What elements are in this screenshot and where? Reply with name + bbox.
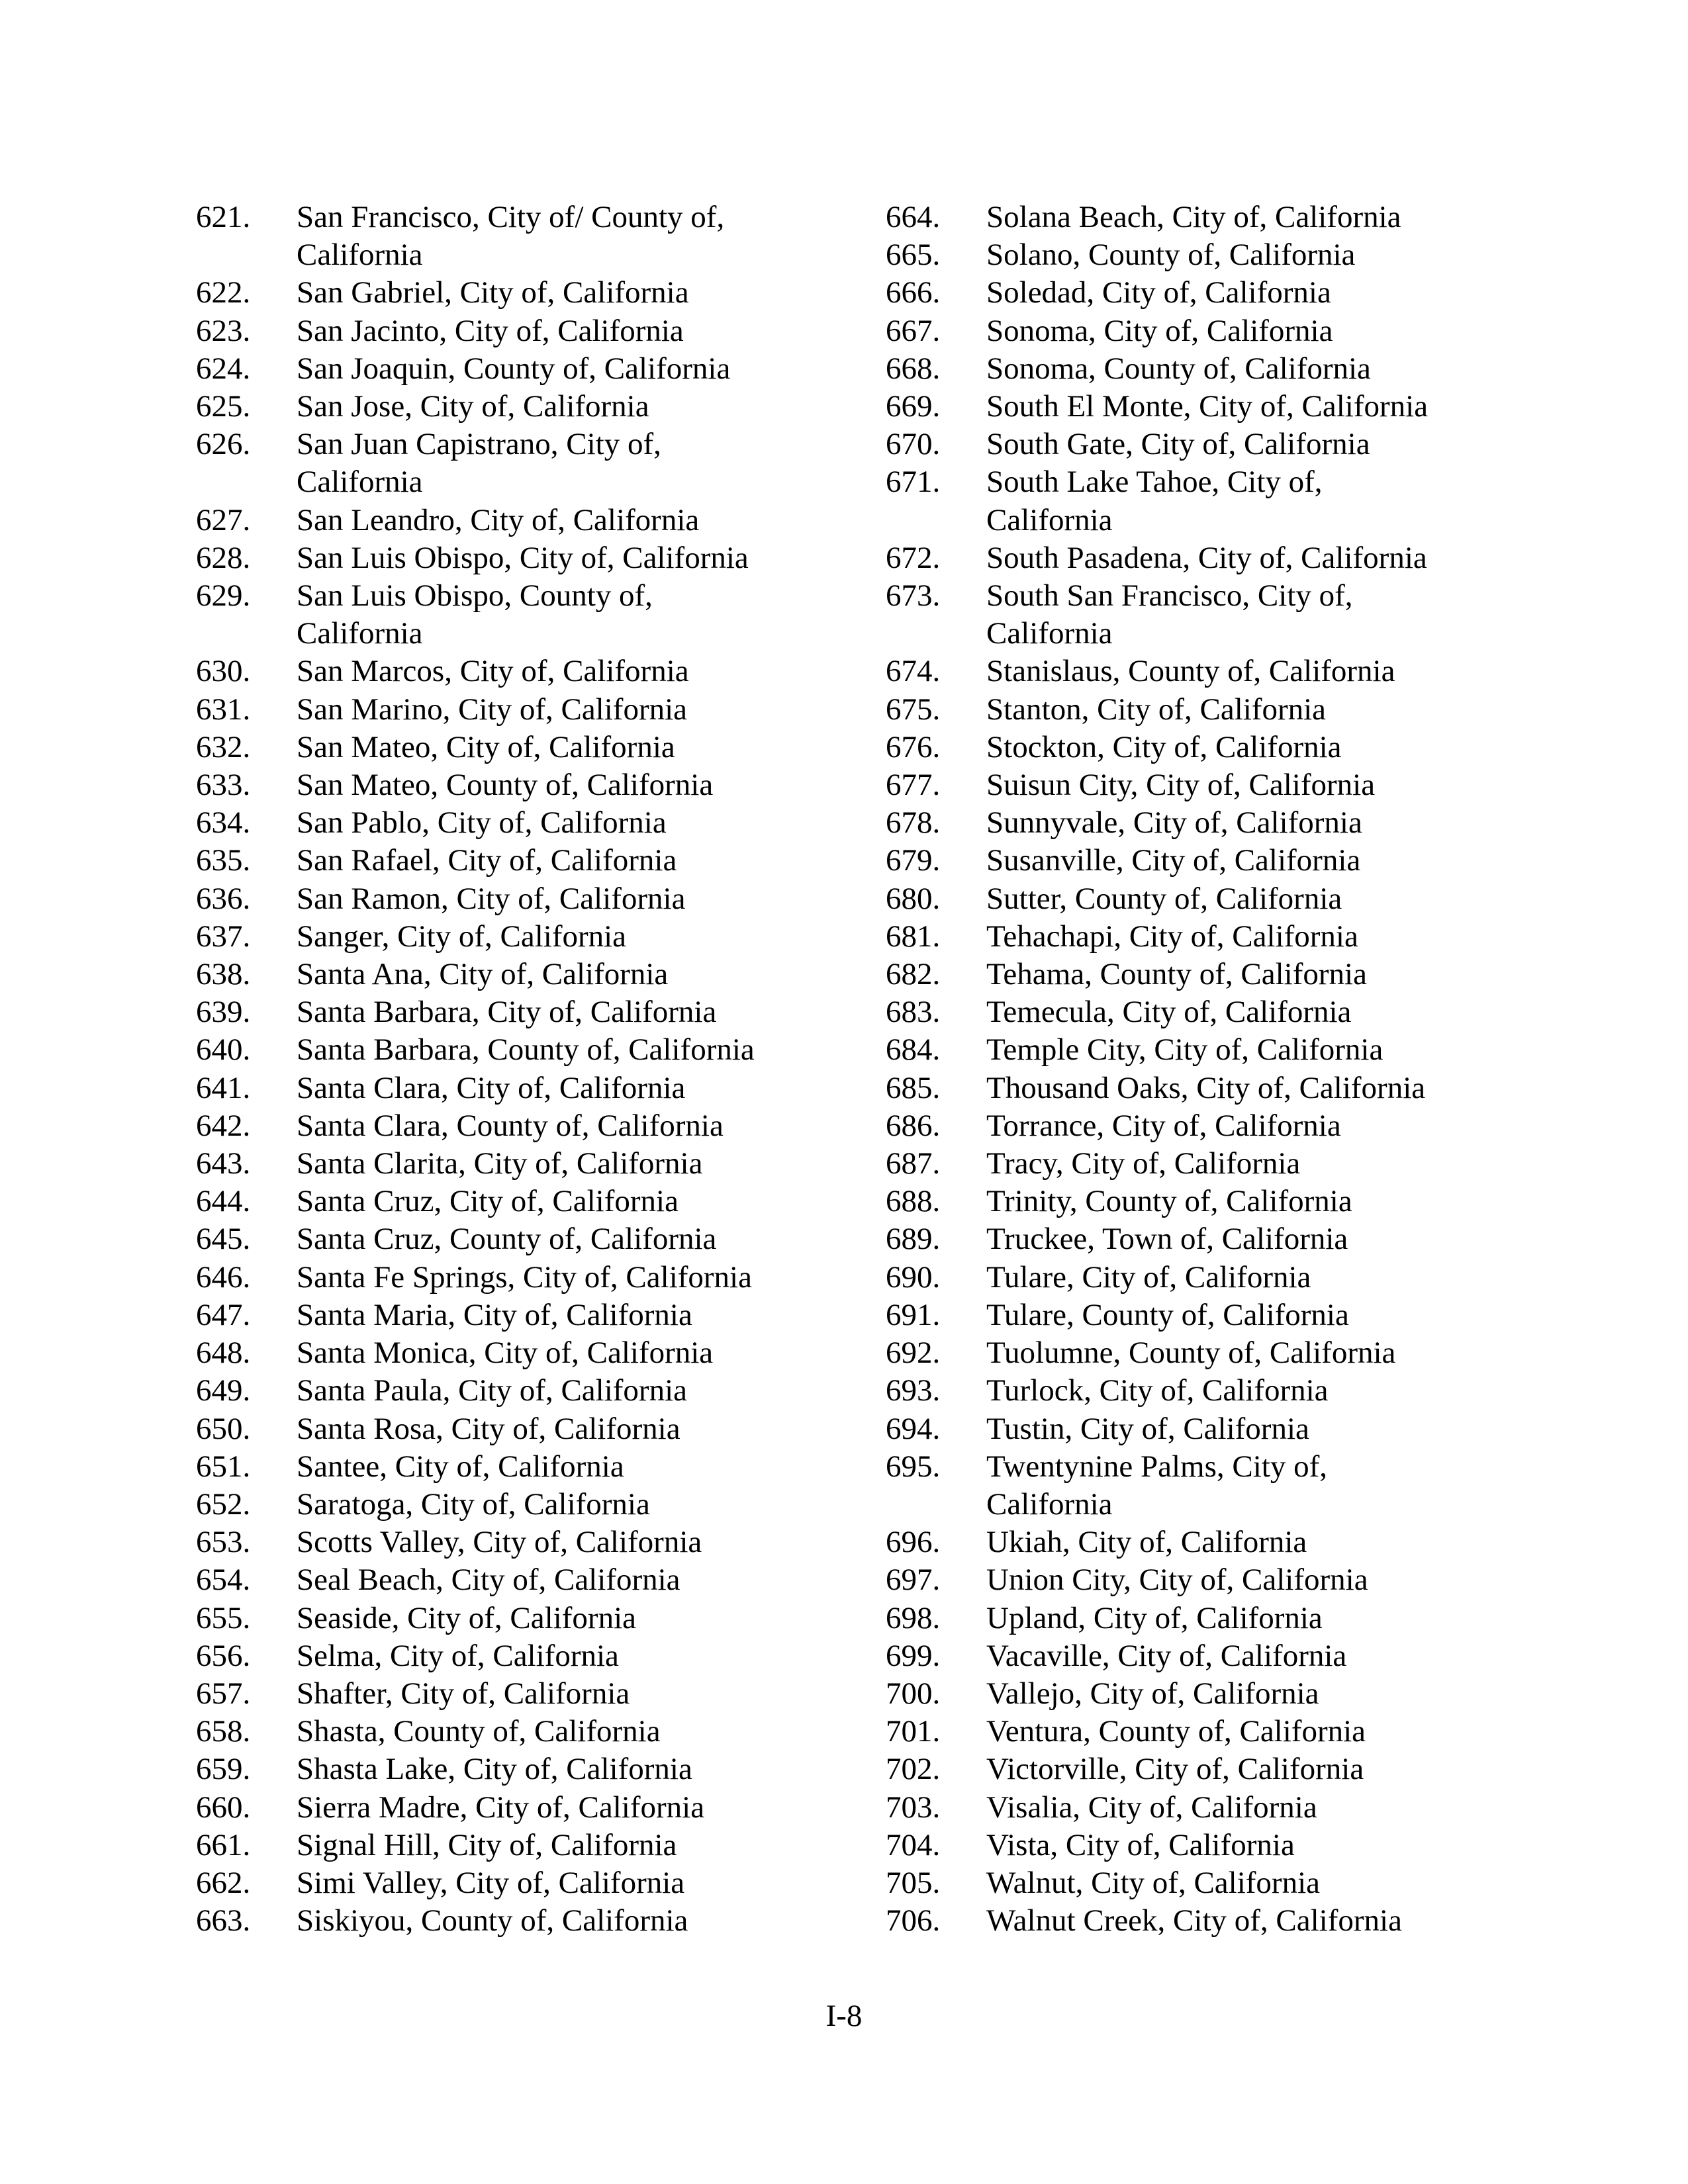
list-item — [886, 1524, 1680, 1561]
entry-name: Tulare, County of, California — [986, 1297, 1349, 1332]
entry-number: 640. — [196, 1032, 251, 1068]
list-item — [196, 1448, 990, 1486]
list-item — [886, 388, 1680, 426]
entry-number: 638. — [196, 957, 251, 992]
list-item — [886, 1372, 1680, 1410]
list-item — [196, 842, 990, 880]
entry-number: 652. — [196, 1486, 251, 1522]
entry-number: 644. — [196, 1184, 251, 1219]
entry-name: Tuolumne, County of, California — [986, 1336, 1396, 1371]
entry-number: 625. — [196, 389, 251, 424]
entry-number: 674. — [886, 654, 941, 689]
entry-number: 694. — [886, 1411, 941, 1446]
list-item — [886, 1789, 1680, 1827]
list-item — [886, 1107, 1680, 1145]
list-item — [886, 956, 1680, 993]
entry-number: 681. — [886, 919, 941, 954]
list-item — [196, 1372, 990, 1410]
left-column — [196, 199, 990, 1940]
entry-name: Santa Rosa, City of, California — [297, 1411, 680, 1446]
entry-name: Walnut, City of, California — [986, 1865, 1320, 1900]
entry-number: 631. — [196, 692, 251, 727]
list-item — [196, 199, 990, 274]
list-item — [886, 766, 1680, 804]
entry-name: Truckee, Town of, California — [986, 1222, 1348, 1257]
entry-number: 670. — [886, 427, 941, 462]
entry-name: Shasta Lake, City of, California — [297, 1752, 692, 1787]
entry-name: San Gabriel, City of, California — [297, 275, 689, 310]
entry-name: Seal Beach, City of, California — [297, 1563, 680, 1598]
entry-name: Vacaville, City of, California — [986, 1638, 1347, 1673]
entry-number: 698. — [886, 1600, 941, 1635]
list-item — [886, 1675, 1680, 1713]
list-item — [196, 1145, 990, 1183]
list-item — [886, 274, 1680, 312]
entry-number: 629. — [196, 578, 251, 614]
list-item — [886, 880, 1680, 918]
entry-number: 646. — [196, 1259, 251, 1295]
entry-number: 643. — [196, 1146, 251, 1181]
entry-name: Upland, City of, California — [986, 1600, 1323, 1635]
entry-name: Santa Paula, City of, California — [297, 1373, 688, 1408]
entry-name: Scotts Valley, City of, California — [297, 1525, 702, 1560]
entry-name: Tracy, City of, California — [986, 1146, 1301, 1181]
entry-name: Santa Fe Springs, City of, California — [297, 1259, 752, 1295]
list-item — [196, 577, 990, 653]
entry-name: San Rafael, City of, California — [297, 843, 677, 878]
entry-number: 635. — [196, 843, 251, 878]
entry-name: Tustin, City of, California — [986, 1411, 1309, 1446]
entry-name: South Pasadena, City of, California — [986, 540, 1427, 575]
entry-number: 636. — [196, 881, 251, 916]
entry-name: Siskiyou, County of, California — [297, 1903, 688, 1938]
entry-name: Tehama, County of, California — [986, 957, 1367, 992]
list-item — [196, 1637, 990, 1675]
entry-number: 649. — [196, 1373, 251, 1408]
list-item — [196, 1524, 990, 1561]
list-item — [196, 1827, 990, 1864]
list-item — [886, 1561, 1680, 1599]
entry-number: 689. — [886, 1222, 941, 1257]
entry-number: 685. — [886, 1070, 941, 1105]
entry-number: 657. — [196, 1676, 251, 1711]
entry-number: 686. — [886, 1108, 941, 1143]
entry-name: Saratoga, City of, California — [297, 1486, 650, 1522]
list-item — [196, 1259, 990, 1297]
entry-name: Stanislaus, County of, California — [986, 654, 1395, 689]
list-item — [196, 388, 990, 426]
entry-name: San Luis Obispo, County of, California — [297, 578, 653, 651]
entry-number: 690. — [886, 1259, 941, 1295]
list-item — [196, 1789, 990, 1827]
entry-name: Seaside, City of, California — [297, 1600, 636, 1635]
entry-number: 703. — [886, 1790, 941, 1825]
entry-name: Santa Barbara, County of, California — [297, 1032, 755, 1068]
entry-number: 623. — [196, 313, 251, 348]
entry-number: 632. — [196, 729, 251, 764]
entry-name: San Pablo, City of, California — [297, 805, 667, 841]
list-item — [886, 1031, 1680, 1069]
list-item — [886, 1827, 1680, 1864]
entry-name: San Marcos, City of, California — [297, 654, 689, 689]
entry-number: 668. — [886, 351, 941, 386]
list-item — [196, 426, 990, 501]
entry-name: Santee, City of, California — [297, 1449, 624, 1484]
list-item — [886, 1220, 1680, 1258]
entry-name: San Mateo, County of, California — [297, 768, 714, 803]
list-item — [196, 1031, 990, 1069]
entry-number: 691. — [886, 1297, 941, 1332]
entry-number: 655. — [196, 1600, 251, 1635]
list-item — [196, 1600, 990, 1637]
entry-name: Signal Hill, City of, California — [297, 1827, 677, 1862]
entry-number: 704. — [886, 1827, 941, 1862]
entry-name: Victorville, City of, California — [986, 1752, 1364, 1787]
entry-number: 679. — [886, 843, 941, 878]
entry-number: 651. — [196, 1449, 251, 1484]
entry-number: 627. — [196, 502, 251, 537]
entry-name: South San Francisco, City of, California — [986, 578, 1353, 651]
entry-number: 634. — [196, 805, 251, 841]
entry-number: 688. — [886, 1184, 941, 1219]
list-item — [196, 766, 990, 804]
list-item — [196, 1107, 990, 1145]
entry-number: 684. — [886, 1032, 941, 1068]
entry-number: 706. — [886, 1903, 941, 1938]
list-item — [886, 729, 1680, 766]
entry-number: 702. — [886, 1752, 941, 1787]
list-item — [886, 1183, 1680, 1220]
entry-name: Ventura, County of, California — [986, 1714, 1366, 1749]
list-item — [196, 1220, 990, 1258]
list-item — [196, 274, 990, 312]
entry-name: Stockton, City of, California — [986, 729, 1342, 764]
entry-name: Walnut Creek, City of, California — [986, 1903, 1402, 1938]
list-item — [886, 426, 1680, 463]
entry-number: 697. — [886, 1563, 941, 1598]
list-item — [886, 539, 1680, 577]
list-item — [886, 1751, 1680, 1788]
entry-name: Vallejo, City of, California — [986, 1676, 1319, 1711]
list-item — [886, 653, 1680, 690]
entry-number: 696. — [886, 1525, 941, 1560]
list-item — [196, 1561, 990, 1599]
entry-number: 647. — [196, 1297, 251, 1332]
entry-name: Vista, City of, California — [986, 1827, 1295, 1862]
entry-number: 637. — [196, 919, 251, 954]
entry-number: 645. — [196, 1222, 251, 1257]
entry-number: 663. — [196, 1903, 251, 1938]
entry-number: 628. — [196, 540, 251, 575]
entry-name: Santa Clarita, City of, California — [297, 1146, 703, 1181]
list-item — [196, 1902, 990, 1940]
entry-name: Shafter, City of, California — [297, 1676, 630, 1711]
entry-name: Temple City, City of, California — [986, 1032, 1383, 1068]
entry-name: Santa Maria, City of, California — [297, 1297, 692, 1332]
list-item — [196, 312, 990, 350]
list-item — [196, 993, 990, 1031]
entry-name: Sanger, City of, California — [297, 919, 627, 954]
entry-number: 677. — [886, 768, 941, 803]
entry-number: 633. — [196, 768, 251, 803]
list-item — [886, 1600, 1680, 1637]
entry-name: San Francisco, City of/ County of, California — [297, 200, 725, 273]
entry-name: Shasta, County of, California — [297, 1714, 661, 1749]
entry-name: San Jose, City of, California — [297, 389, 649, 424]
entry-name: Twentynine Palms, City of, California — [986, 1449, 1327, 1522]
entry-name: Santa Barbara, City of, California — [297, 995, 717, 1030]
entry-name: Stanton, City of, California — [986, 692, 1327, 727]
entry-number: 705. — [886, 1865, 941, 1900]
list-item — [196, 653, 990, 690]
entry-number: 656. — [196, 1638, 251, 1673]
list-item — [886, 1864, 1680, 1902]
entry-name: Susanville, City of, California — [986, 843, 1361, 878]
entry-name: San Marino, City of, California — [297, 692, 688, 727]
list-item — [886, 1637, 1680, 1675]
list-item — [886, 1334, 1680, 1372]
entry-name: Thousand Oaks, City of, California — [986, 1070, 1426, 1105]
list-item — [196, 880, 990, 918]
entry-number: 676. — [886, 729, 941, 764]
entry-number: 665. — [886, 238, 941, 273]
list-item — [196, 918, 990, 956]
entry-number: 667. — [886, 313, 941, 348]
entry-name: Ukiah, City of, California — [986, 1525, 1307, 1560]
entry-number: 678. — [886, 805, 941, 841]
entry-number: 661. — [196, 1827, 251, 1862]
list-item — [886, 842, 1680, 880]
entry-number: 683. — [886, 995, 941, 1030]
entry-number: 639. — [196, 995, 251, 1030]
list-item — [886, 993, 1680, 1031]
entry-number: 654. — [196, 1563, 251, 1598]
entry-name: Santa Clara, City of, California — [297, 1070, 686, 1105]
entry-number: 695. — [886, 1449, 941, 1484]
entry-number: 642. — [196, 1108, 251, 1143]
entry-number: 650. — [196, 1411, 251, 1446]
entry-name: Sonoma, County of, California — [986, 351, 1371, 386]
list-item — [196, 691, 990, 729]
list-item — [886, 236, 1680, 274]
entry-number: 699. — [886, 1638, 941, 1673]
entry-name: Santa Clara, County of, California — [297, 1108, 724, 1143]
entry-name: Simi Valley, City of, California — [297, 1865, 685, 1900]
entry-number: 687. — [886, 1146, 941, 1181]
entry-name: Trinity, County of, California — [986, 1184, 1352, 1219]
entry-name: Santa Ana, City of, California — [297, 957, 669, 992]
entry-name: Temecula, City of, California — [986, 995, 1352, 1030]
list-item — [196, 1751, 990, 1788]
entry-name: South El Monte, City of, California — [986, 389, 1429, 424]
entry-number: 682. — [886, 957, 941, 992]
list-item — [196, 1297, 990, 1334]
list-item — [196, 502, 990, 539]
entry-number: 653. — [196, 1525, 251, 1560]
entry-number: 658. — [196, 1714, 251, 1749]
list-item — [886, 691, 1680, 729]
entry-name: Suisun City, City of, California — [986, 768, 1376, 803]
list-item — [196, 1183, 990, 1220]
list-item — [196, 956, 990, 993]
entry-number: 669. — [886, 389, 941, 424]
entry-name: Santa Cruz, County of, California — [297, 1222, 717, 1257]
list-item — [196, 729, 990, 766]
list-item — [886, 918, 1680, 956]
entry-name: Tehachapi, City of, California — [986, 919, 1358, 954]
entry-name: San Joaquin, County of, California — [297, 351, 731, 386]
list-item — [886, 312, 1680, 350]
entry-number: 624. — [196, 351, 251, 386]
list-item — [886, 804, 1680, 842]
list-item — [886, 1069, 1680, 1107]
list-item — [886, 1902, 1680, 1940]
entry-number: 701. — [886, 1714, 941, 1749]
list-item — [196, 1069, 990, 1107]
list-item — [196, 350, 990, 388]
list-item — [886, 463, 1680, 539]
entry-name: Torrance, City of, California — [986, 1108, 1341, 1143]
entry-name: South Gate, City of, California — [986, 427, 1370, 462]
entry-number: 626. — [196, 427, 251, 462]
page-number: I-8 — [825, 1999, 863, 2033]
list-item — [886, 577, 1680, 653]
entry-number: 666. — [886, 275, 941, 310]
list-item — [886, 1145, 1680, 1183]
entry-name: Union City, City of, California — [986, 1563, 1368, 1598]
list-item — [886, 1259, 1680, 1297]
entry-number: 693. — [886, 1373, 941, 1408]
entry-name: Sonoma, City of, California — [986, 313, 1333, 348]
list-item — [886, 350, 1680, 388]
list-item — [196, 804, 990, 842]
entry-number: 680. — [886, 881, 941, 916]
entry-number: 630. — [196, 654, 251, 689]
entry-name: San Luis Obispo, City of, California — [297, 540, 749, 575]
list-item — [196, 1410, 990, 1448]
entry-name: Soledad, City of, California — [986, 275, 1331, 310]
entry-name: Tulare, City of, California — [986, 1259, 1311, 1295]
entry-number: 660. — [196, 1790, 251, 1825]
entry-number: 622. — [196, 275, 251, 310]
list-item — [886, 1713, 1680, 1751]
entry-name: San Juan Capistrano, City of, California — [297, 427, 661, 500]
entry-name: Santa Cruz, City of, California — [297, 1184, 679, 1219]
entry-number: 675. — [886, 692, 941, 727]
list-item — [196, 1713, 990, 1751]
entry-name: San Leandro, City of, California — [297, 502, 700, 537]
entry-name: Sutter, County of, California — [986, 881, 1342, 916]
entry-name: Sunnyvale, City of, California — [986, 805, 1362, 841]
list-item — [196, 1864, 990, 1902]
list-item — [886, 1448, 1680, 1524]
list-item — [196, 1675, 990, 1713]
list-item — [886, 199, 1680, 236]
entry-number: 662. — [196, 1865, 251, 1900]
entry-number: 673. — [886, 578, 941, 614]
entry-name: San Mateo, City of, California — [297, 729, 675, 764]
entry-name: San Jacinto, City of, California — [297, 313, 684, 348]
list-item — [196, 1486, 990, 1524]
entry-name: Turlock, City of, California — [986, 1373, 1329, 1408]
entry-number: 671. — [886, 465, 941, 500]
entry-name: Solana Beach, City of, California — [986, 200, 1401, 234]
entry-name: Sierra Madre, City of, California — [297, 1790, 705, 1825]
entry-name: Solano, County of, California — [986, 238, 1356, 273]
entry-name: Selma, City of, California — [297, 1638, 619, 1673]
right-column — [886, 199, 1680, 1940]
entry-name: San Ramon, City of, California — [297, 881, 686, 916]
entry-name: Visalia, City of, California — [986, 1790, 1317, 1825]
entry-number: 659. — [196, 1752, 251, 1787]
list-item — [886, 1410, 1680, 1448]
entry-number: 700. — [886, 1676, 941, 1711]
list-item — [196, 1334, 990, 1372]
entry-name: Santa Monica, City of, California — [297, 1336, 714, 1371]
list-item — [886, 1297, 1680, 1334]
entry-number: 692. — [886, 1336, 941, 1371]
entry-name: South Lake Tahoe, City of, California — [986, 465, 1323, 537]
entry-number: 621. — [196, 200, 251, 234]
entry-number: 641. — [196, 1070, 251, 1105]
entry-number: 664. — [886, 200, 941, 234]
entry-number: 648. — [196, 1336, 251, 1371]
list-item — [196, 539, 990, 577]
entry-number: 672. — [886, 540, 941, 575]
